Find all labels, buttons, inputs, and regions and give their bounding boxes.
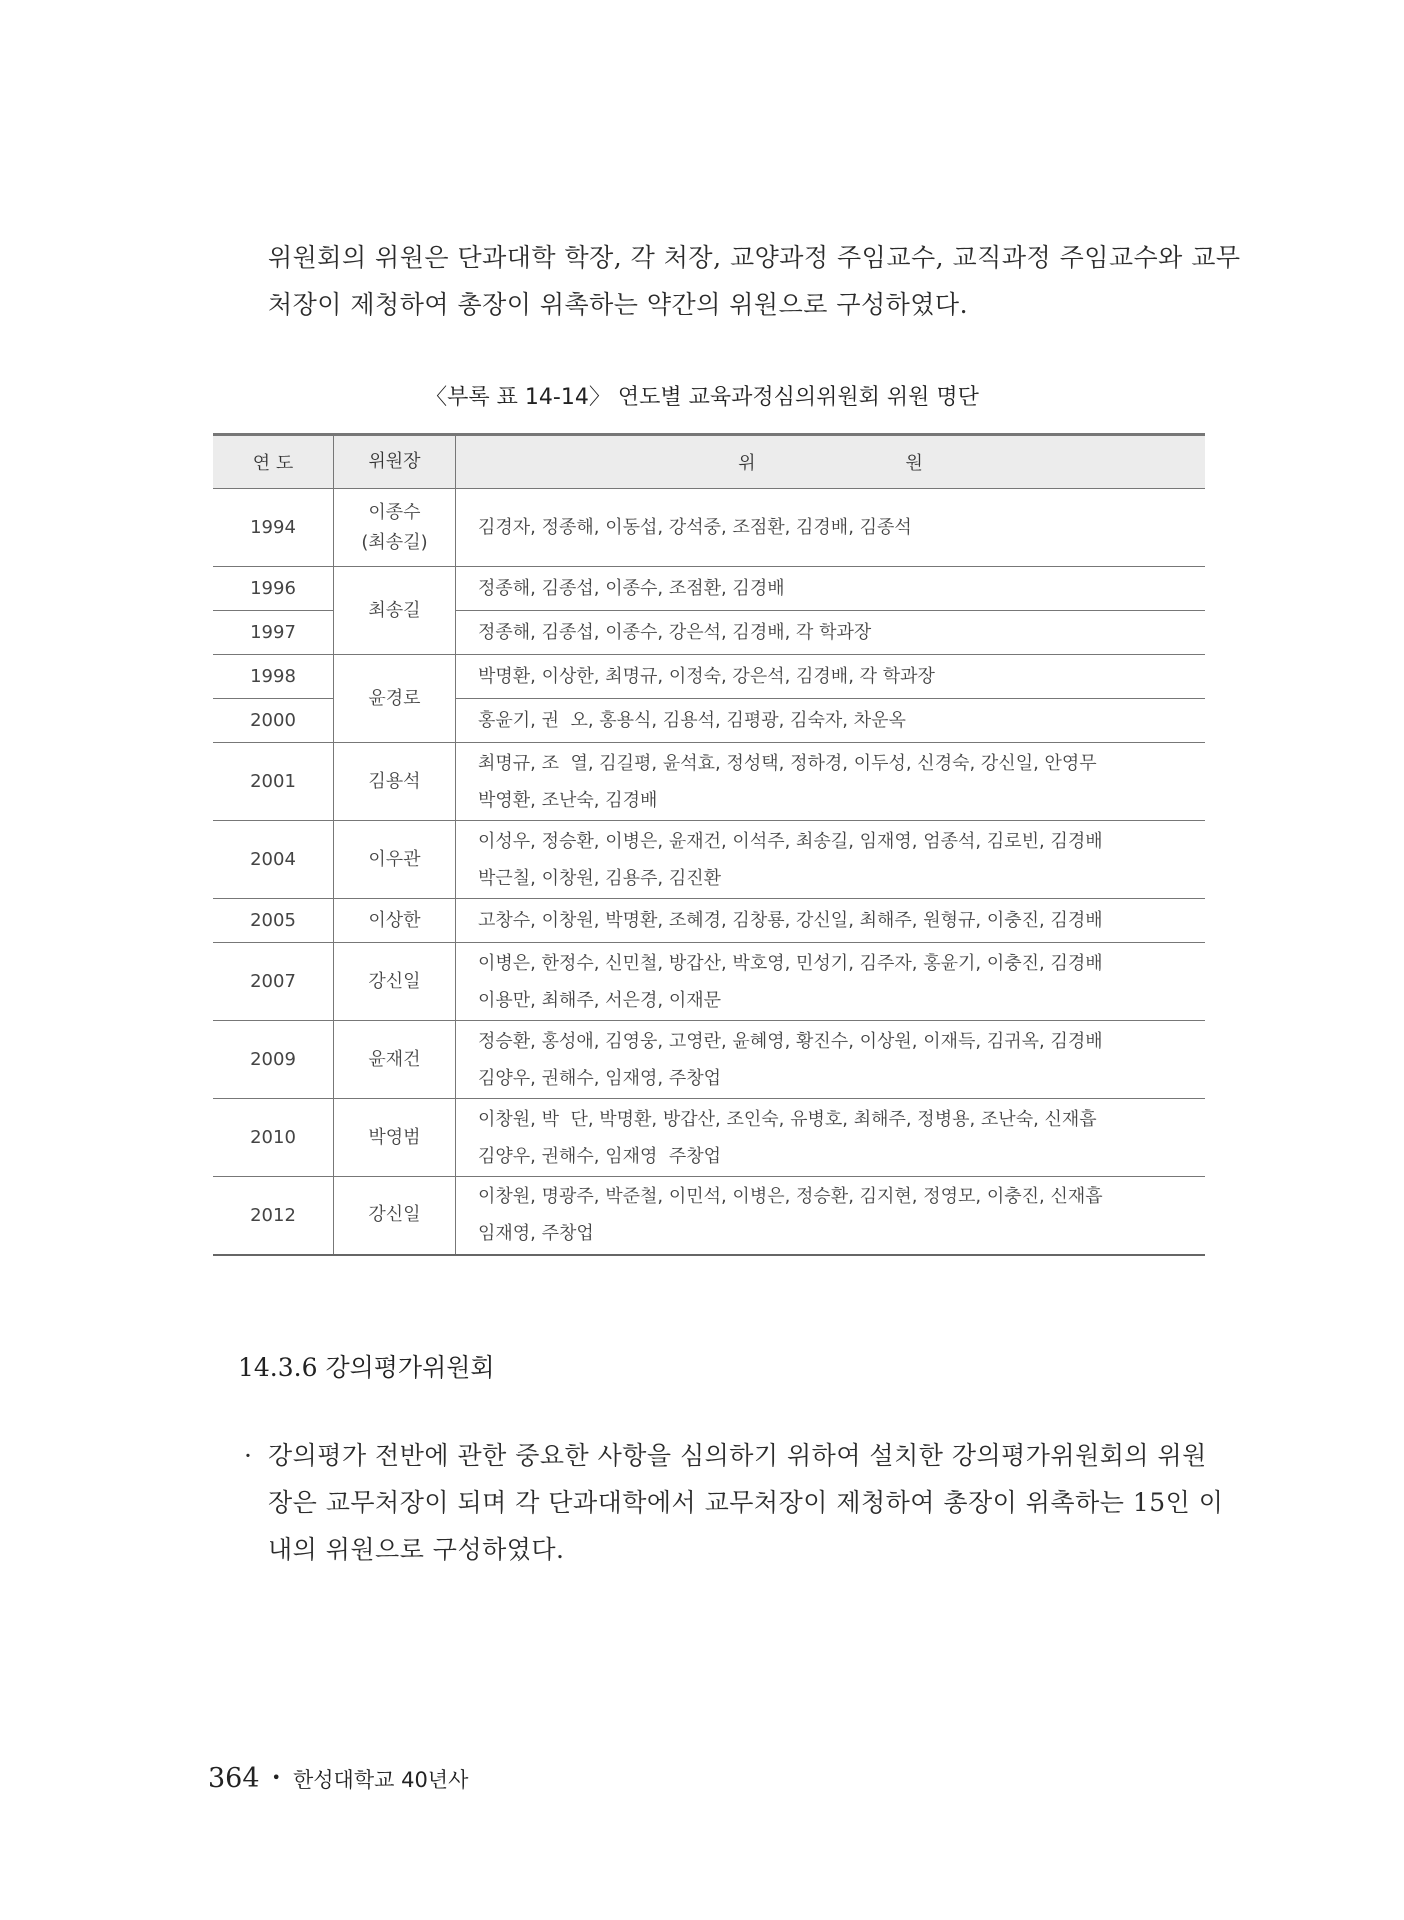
members-line: 정종해, 김종섭, 이종수, 조점환, 김경배	[478, 578, 785, 599]
header-members	[456, 435, 1206, 489]
members-line: 이성우, 정승환, 이병은, 윤재건, 이석주, 최송길, 임재영, 엄종석, 김로빈, 김경배	[478, 830, 1103, 852]
intro-line: 처장이 제청하여 총장이 위촉하는 약간의 위원으로 구성하였다.	[268, 290, 969, 319]
cell-members	[456, 743, 1206, 821]
cell-year: 2007	[213, 943, 334, 1021]
table-row	[213, 821, 1205, 899]
members-line: 김경자, 정종해, 이동섭, 강석중, 조점환, 김경배, 김종석	[478, 517, 912, 538]
cell-year: 1997	[213, 611, 334, 655]
cell-members	[456, 655, 1206, 699]
cell-chair: 이우관	[334, 821, 456, 899]
cell-members	[456, 1021, 1206, 1099]
table-row	[213, 743, 1205, 821]
chair-former: (최송길)	[361, 531, 428, 553]
cell-chair	[334, 489, 456, 567]
members-line: 박명환, 이상한, 최명규, 이정숙, 강은석, 김경배, 각 학과장	[478, 666, 935, 687]
members-line: 최명규, 조 열, 김길평, 윤석효, 정성택, 정하경, 이두성, 신경숙, 강신일, 안영무	[478, 752, 1097, 774]
cell-members	[456, 821, 1206, 899]
cell-year: 2010	[213, 1099, 334, 1177]
members-line: 정승환, 홍성애, 김영웅, 고영란, 윤혜영, 황진수, 이상원, 이재득, 김귀옥, 김경배	[478, 1030, 1103, 1052]
table-row	[213, 1177, 1205, 1255]
cell-year: 1996	[213, 567, 334, 611]
members-line: 김양우, 권해수, 임재영 주창업	[478, 1145, 721, 1167]
section-number: 14.3.6	[238, 1353, 318, 1382]
cell-members	[456, 567, 1206, 611]
cell-year: 1994	[213, 489, 334, 567]
page-number: 364	[208, 1763, 260, 1794]
members-line: 이병은, 한정수, 신민철, 방갑산, 박호영, 민성기, 김주자, 홍윤기, 이충진, 김경배	[478, 952, 1103, 974]
body-paragraph	[244, 1432, 1224, 1573]
separator-dot: •	[271, 1768, 281, 1787]
cell-chair: 강신일	[334, 943, 456, 1021]
cell-chair: 김용석	[334, 743, 456, 821]
table-row	[213, 1021, 1205, 1099]
section-heading	[238, 1348, 495, 1384]
members-line: 김양우, 권해수, 임재영, 주창업	[478, 1067, 721, 1089]
cell-chair: 박영범	[334, 1099, 456, 1177]
members-line: 박근칠, 이창원, 김용주, 김진환	[478, 867, 721, 889]
table-header-row	[213, 435, 1205, 489]
body-line	[244, 1432, 1207, 1479]
header-members-char-1: 위	[738, 453, 756, 474]
cell-members	[456, 489, 1206, 567]
members-line: 이창원, 박 단, 박명환, 방갑산, 조인숙, 유병호, 최해주, 정병용, 조난숙, 신재흡	[478, 1108, 1097, 1130]
members-line: 이용만, 최해주, 서은경, 이재문	[478, 989, 721, 1011]
cell-members	[456, 1177, 1206, 1255]
body-line: 내의 위원으로 구성하였다.	[268, 1535, 565, 1564]
cell-members	[456, 943, 1206, 1021]
intro-paragraph	[268, 234, 1241, 328]
bullet-icon: ·	[244, 1441, 253, 1470]
header-chair: 위원장	[334, 435, 456, 489]
cell-chair: 강신일	[334, 1177, 456, 1255]
cell-year: 2001	[213, 743, 334, 821]
section-title: 강의평가위원회	[325, 1353, 495, 1382]
members-line: 박영환, 조난숙, 김경배	[478, 789, 658, 811]
body-line: 장은 교무처장이 되며 각 단과대학에서 교무처장이 제청하여 총장이 위촉하는 15인 이	[268, 1488, 1224, 1517]
members-line: 이창원, 명광주, 박준철, 이민석, 이병은, 정승환, 김지현, 정영모, 이충진, 신재흡	[478, 1186, 1103, 1208]
cell-year: 2009	[213, 1021, 334, 1099]
committee-roster-table	[213, 433, 1205, 1256]
members-line: 고창수, 이창원, 박명환, 조혜경, 김창룡, 강신일, 최해주, 원형규, 이충진, 김경배	[478, 910, 1103, 931]
members-line: 정종해, 김종섭, 이종수, 강은석, 김경배, 각 학과장	[478, 622, 872, 643]
cell-year: 2012	[213, 1177, 334, 1255]
cell-year: 1998	[213, 655, 334, 699]
members-line: 홍윤기, 권 오, 홍용식, 김용석, 김평광, 김숙자, 차운옥	[478, 710, 906, 731]
cell-chair: 이상한	[334, 899, 456, 943]
cell-chair: 최송길	[334, 567, 456, 655]
table-row	[213, 1099, 1205, 1177]
book-title: 한성대학교 40년사	[292, 1768, 469, 1792]
cell-members	[456, 1099, 1206, 1177]
intro-line: 위원회의 위원은 단과대학 학장, 각 처장, 교양과정 주임교수, 교직과정 주임교수와 교무	[268, 243, 1241, 272]
table-caption: 〈부록 표 14-14〉 연도별 교육과정심의위원회 위원 명단	[425, 385, 979, 410]
cell-members	[456, 699, 1206, 743]
cell-members	[456, 611, 1206, 655]
table-row	[213, 489, 1205, 567]
table-row	[213, 899, 1205, 943]
cell-year: 2000	[213, 699, 334, 743]
header-members-char-2: 원	[905, 453, 923, 474]
header-year: 연 도	[213, 435, 334, 489]
table-row	[213, 655, 1205, 699]
table-row	[213, 943, 1205, 1021]
cell-year: 2004	[213, 821, 334, 899]
cell-year: 2005	[213, 899, 334, 943]
members-line: 임재영, 주창업	[478, 1223, 594, 1245]
body-line-text: 강의평가 전반에 관한 중요한 사항을 심의하기 위하여 설치한 강의평가위원회의 위원	[268, 1441, 1207, 1470]
cell-members	[456, 899, 1206, 943]
cell-chair: 윤재건	[334, 1021, 456, 1099]
cell-chair: 윤경로	[334, 655, 456, 743]
page-footer	[208, 1763, 468, 1794]
table-row	[213, 567, 1205, 611]
chair-name: 이종수	[368, 501, 421, 523]
